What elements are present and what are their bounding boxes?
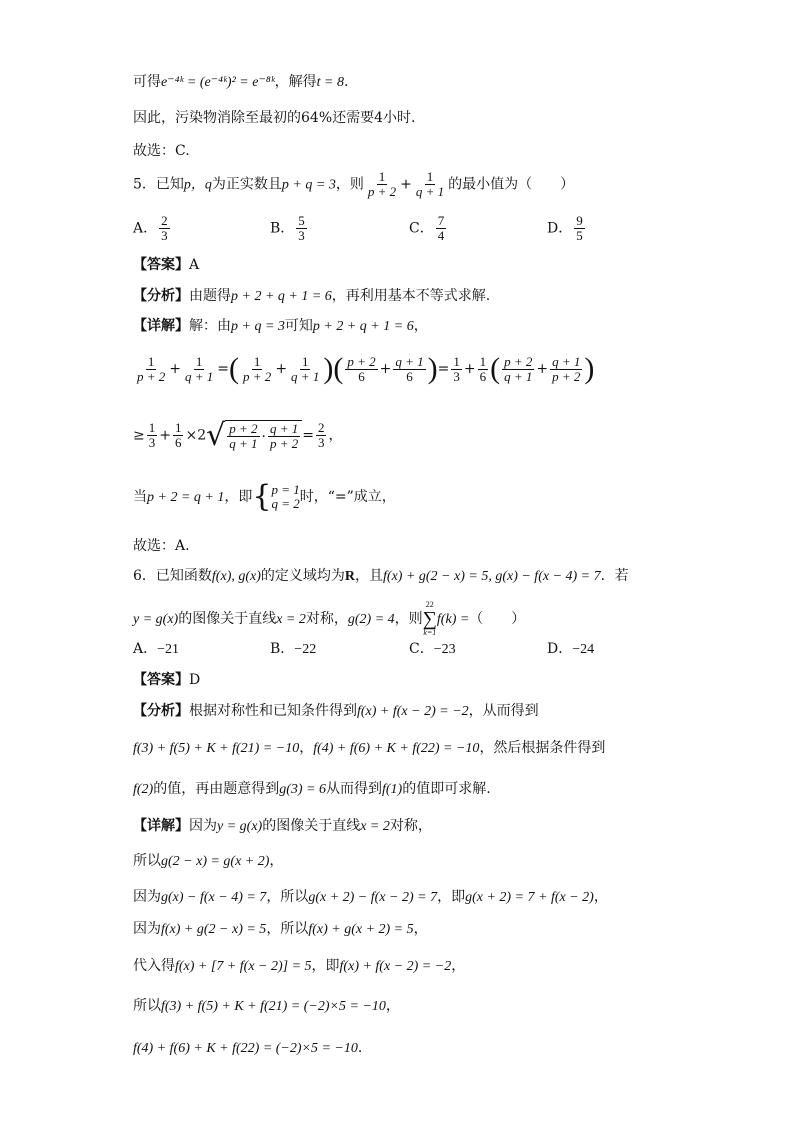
fraction: $\frac{1}{q + 1}$ [415,169,445,199]
detail-line-5: 代入得f(x) + [7 + f(x − 2)] = 5，即f(x) + f(x − 2) = −2， [133,958,466,974]
analysis-line: 【分析】由题得p + 2 + q + 1 = 6，再利用基本不等式求解. [133,288,491,304]
solution-conclusion: 因此，污染物消除至最初的64%还需要4小时. [133,110,416,126]
summation: 22 ∑ k=1 [422,600,437,637]
detail-line: 【详解】解：由p + q = 3可知p + 2 + q + 1 = 6， [133,318,428,334]
detail-line: 【详解】因为y = g(x)的图像关于直线x = 2对称， [133,818,432,834]
detail-line-4: 因为f(x) + g(2 − x) = 5，所以f(x) + g(x + 2) = 5， [133,921,428,937]
analysis-line-2: f(3) + f(5) + K + f(21) = −10，f(4) + f(6) + K + f(22) = −10，然后根据条件得到 [133,740,606,756]
question-6-stem-line-1: 6．已知函数f(x), g(x)的定义域均为R，且f(x) + g(2 − x) = 5, g(x) − f(x − 4) = 7．若 [133,568,629,584]
equation-expansion: $\frac{1}{p + 2}$ + $\frac{1}{q + 1}$ =( $\frac{1}{p + 2}$ + $\frac{1}{q + 1}$ )( $\frac{p + 2}{6}$ + $\frac{q + 1}{6}$ )= $\frac{1}{3}$ + $\frac{1}{6}$ ( $\frac{p + 2}{q + 1}$ + $\frac{q + 1}{p + 2}$ ) [137,352,595,385]
detail-line-2: 所以g(2 − x) = g(x + 2)， [133,853,284,869]
option-b: B． $\frac{5}{3}$ [270,213,305,243]
option-c: C．−23 [409,641,456,657]
option-d: D． $\frac{9}{5}$ [547,213,583,243]
fraction: $\frac{1}{p + 2}$ [367,169,397,199]
detail-line-7: f(4) + f(6) + K + f(22) = (−2)×5 = −10. [133,1040,363,1056]
inequality-line: ≥ $\frac{1}{3}$ + $\frac{1}{6}$ ×2 √ $\frac{p + 2}{q + 1}$ · $\frac{q + 1}{p + 2}$ = $\frac{2}{3}$ ， [133,417,343,453]
option-a: A．−21 [133,641,180,657]
question-6-stem-line-2: y = g(x)的图像关于直线x = 2对称，g(2) = 4，则 22 ∑ k=1 f(k) =（ ） [133,600,526,637]
choice-line-a: 故选：A. [133,538,190,554]
analysis-line: 【分析】根据对称性和已知条件得到f(x) + f(x − 2) = −2，从而得到 [133,703,539,719]
option-a: A． $\frac{2}{3}$ [133,213,168,243]
answer-line: 【答案】D [133,672,201,688]
analysis-line-3: f(2)的值，再由题意得到g(3) = 6从而得到f(1)的值即可求解. [133,781,491,797]
answer-line: 【答案】A [133,257,200,273]
solution-line-exponent: 可得e⁻⁴ᵏ = (e⁻⁴ᵏ)² = e⁻⁸ᵏ，解得t = 8. [133,74,349,90]
equality-condition: 当p + 2 = q + 1，即 { p = 1 q = 2 时，“=”成立， [133,479,396,514]
detail-line-3: 因为g(x) − f(x − 4) = 7，所以g(x + 2) − f(x − 2) = 7，即g(x + 2) = 7 + f(x − 2)， [133,889,608,905]
question-5-stem: 5．已知p，q为正实数且p + q = 3，则 $\frac{1}{p + 2}$ + $\frac{1}{q + 1}$ 的最小值为（ ） [133,169,575,199]
option-c: C． $\frac{7}{4}$ [409,213,445,243]
option-b: B．−22 [270,641,317,657]
option-d: D．−24 [547,641,595,657]
detail-line-6: 所以f(3) + f(5) + K + f(21) = (−2)×5 = −10， [133,998,400,1014]
choice-line-c: 故选：C. [133,143,190,159]
